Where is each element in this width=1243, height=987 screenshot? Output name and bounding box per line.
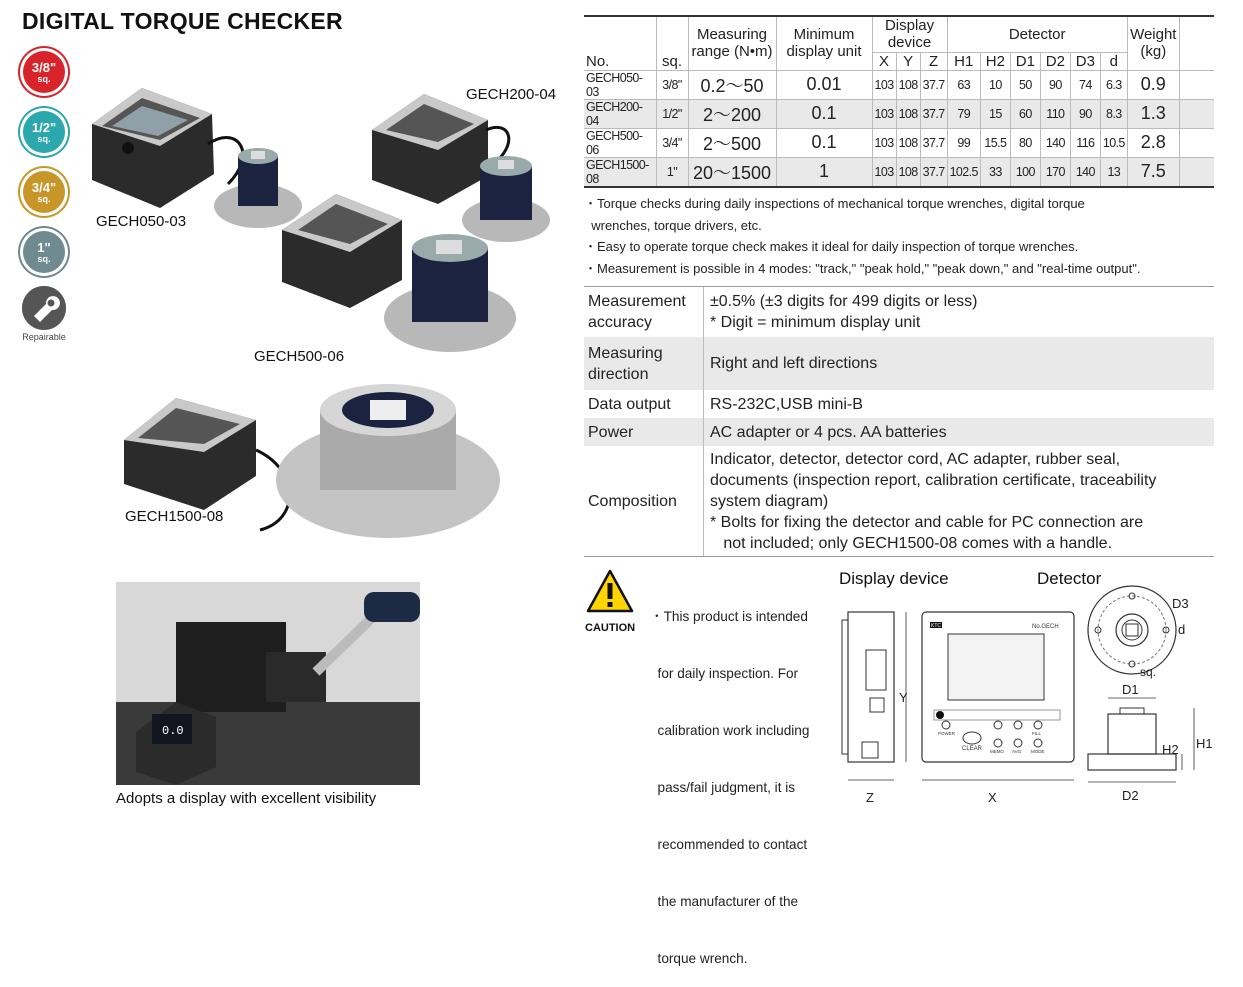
header-display-device: Display device <box>872 16 947 52</box>
dim-d3: D3 <box>1172 596 1189 611</box>
header-detector: Detector <box>947 16 1127 52</box>
header-d3: D3 <box>1070 52 1100 70</box>
product-label: GECH500-06 <box>254 348 345 365</box>
attr-key: Composition <box>588 492 677 510</box>
wrench-icon <box>22 286 66 330</box>
spec-h2: 10 <box>980 70 1010 99</box>
repairable-badge <box>20 286 68 342</box>
spec-d: 13 <box>1100 157 1127 187</box>
attr-key: Data output <box>588 395 671 413</box>
spec-x: 103 <box>872 157 896 187</box>
spec-d1: 50 <box>1010 70 1040 99</box>
caution-line: pass/fail judgment, it is <box>650 780 796 795</box>
spec-h1: 102.5 <box>947 157 980 187</box>
product-image-gech050 <box>88 84 303 234</box>
feature-list <box>584 193 1224 279</box>
spec-x: 103 <box>872 70 896 99</box>
attr-value: RS-232C,USB mini-B <box>710 395 863 413</box>
spec-d2: 170 <box>1040 157 1070 187</box>
panel-clear: CLEAR <box>962 746 983 752</box>
product-image-gech500 <box>278 190 518 360</box>
spec-sq: 1" <box>656 157 688 187</box>
spec-h1: 63 <box>947 70 980 99</box>
badge-1-sq <box>20 228 68 276</box>
table-row <box>584 157 1214 187</box>
display-device-diagram <box>836 598 1076 808</box>
panel-fill: FILL <box>1032 731 1042 736</box>
caution-badge <box>585 569 635 634</box>
caution-line: ・This product is intended <box>650 609 808 624</box>
panel-power: POWER <box>938 731 956 736</box>
badge-sq: sq. <box>37 73 51 84</box>
usage-photo <box>116 582 420 785</box>
attr-key: Measuring <box>588 344 663 362</box>
caution-line: for daily inspection. For <box>650 666 799 681</box>
spec-z: 37.7 <box>920 70 947 99</box>
badge-sq: sq. <box>37 193 51 204</box>
attr-key: Measurement <box>588 293 686 310</box>
panel-mode: MODE <box>1031 749 1045 754</box>
header-h1: H1 <box>947 52 980 70</box>
attr-value: * Bolts for fixing the detector and cable for PC connection are <box>710 513 1144 531</box>
spec-h2: 15.5 <box>980 128 1010 157</box>
spec-range: 2〜200 <box>688 99 776 128</box>
spec-d3: 140 <box>1070 157 1100 187</box>
page-title: DIGITAL TORQUE CHECKER <box>22 8 343 34</box>
spec-d2: 140 <box>1040 128 1070 157</box>
attr-value: AC adapter or 4 pcs. AA batteries <box>710 423 947 441</box>
dim-y: Y <box>899 690 908 705</box>
product-label: GECH200-04 <box>466 86 557 103</box>
detector-diagram-title: Detector <box>1037 569 1102 588</box>
header-range: Measuring range (N•m) <box>688 16 776 70</box>
dim-x: X <box>988 790 997 805</box>
badge-1-2-sq <box>20 108 68 156</box>
spec-range: 0.2〜50 <box>688 70 776 99</box>
spec-model-no: GECH500-06 <box>584 128 656 157</box>
feature-item: wrenches, torque drivers, etc. <box>584 217 762 233</box>
header-no: No. <box>584 16 656 70</box>
attr-key: accuracy <box>588 314 653 331</box>
header-min-unit: Minimum display unit <box>776 16 872 70</box>
warning-triangle-icon <box>585 569 635 615</box>
spec-d: 8.3 <box>1100 99 1127 128</box>
spec-sq: 3/8" <box>656 70 688 99</box>
attr-value: not included; only GECH1500-08 comes with a handle. <box>710 534 1113 552</box>
caution-line: calibration work including <box>650 723 810 738</box>
spec-d2: 90 <box>1040 70 1070 99</box>
attr-value: documents (inspection report, calibration certificate, traceability <box>710 471 1157 489</box>
spec-weight: 0.9 <box>1127 70 1179 99</box>
spec-min-unit: 0.01 <box>776 70 872 99</box>
spacer-cell <box>1179 70 1214 99</box>
header-weight: Weight (kg) <box>1127 16 1179 70</box>
attr-key: Power <box>588 423 634 441</box>
table-row <box>584 99 1214 128</box>
attr-power <box>584 418 1214 446</box>
spec-min-unit: 0.1 <box>776 99 872 128</box>
feature-item: ・Easy to operate torque check makes it ideal for daily inspection of torque wrenches. <box>584 239 1079 254</box>
spec-d: 10.5 <box>1100 128 1127 157</box>
spec-min-unit: 1 <box>776 157 872 187</box>
spec-h1: 79 <box>947 99 980 128</box>
spec-d1: 100 <box>1010 157 1040 187</box>
photo-caption: Adopts a display with excellent visibility <box>116 790 377 807</box>
spec-h2: 15 <box>980 99 1010 128</box>
spec-z: 37.7 <box>920 128 947 157</box>
feature-item: ・Measurement is possible in 4 modes: "track," "peak hold," "peak down," and "real-time output". <box>584 260 1141 276</box>
header-d: d <box>1100 52 1127 70</box>
header-y: Y <box>896 52 920 70</box>
spec-y: 108 <box>896 70 920 99</box>
spec-y: 108 <box>896 99 920 128</box>
spec-range: 2〜500 <box>688 128 776 157</box>
product-label: GECH050-03 <box>96 213 187 230</box>
header-d2: D2 <box>1040 52 1070 70</box>
spec-model-no: GECH200-04 <box>584 99 656 128</box>
caution-line: the manufacturer of the <box>650 894 799 909</box>
spec-d3: 116 <box>1070 128 1100 157</box>
attr-value: Indicator, detector, detector cord, AC adapter, rubber seal, <box>710 450 1121 468</box>
attr-value: Right and left directions <box>710 355 878 372</box>
attr-accuracy <box>584 286 1214 337</box>
attr-value: ±0.5% (±3 digits for 499 digits or less) <box>710 293 978 310</box>
caution-line: recommended to contact <box>650 837 808 852</box>
dim-d2: D2 <box>1122 788 1139 803</box>
attr-composition <box>584 446 1214 557</box>
spec-d3: 74 <box>1070 70 1100 99</box>
spacer-cell <box>1179 157 1214 187</box>
detector-diagram <box>1082 578 1222 808</box>
dim-d: d <box>1178 622 1186 637</box>
photo-screen-value: 0.0 <box>162 724 184 738</box>
spec-d1: 80 <box>1010 128 1040 157</box>
caution-label: CAUTION <box>585 622 636 634</box>
dim-h1: H1 <box>1196 736 1213 751</box>
spec-h2: 33 <box>980 157 1010 187</box>
header-x: X <box>872 52 896 70</box>
spec-x: 103 <box>872 99 896 128</box>
spec-model-no: GECH050-03 <box>584 70 656 99</box>
product-label: GECH1500-08 <box>125 508 224 525</box>
badge-size: 3/8" <box>31 59 57 75</box>
header-d1: D1 <box>1010 52 1040 70</box>
spec-z: 37.7 <box>920 157 947 187</box>
spec-sq: 1/2" <box>656 99 688 128</box>
badge-sq: sq. <box>37 133 51 144</box>
spec-z: 37.7 <box>920 99 947 128</box>
dim-z: Z <box>866 790 874 805</box>
spec-x: 103 <box>872 128 896 157</box>
caution-line: torque wrench. <box>650 951 748 966</box>
spec-d: 6.3 <box>1100 70 1127 99</box>
spec-range: 20〜1500 <box>688 157 776 187</box>
badge-3-8-sq <box>20 48 68 96</box>
attr-direction <box>584 337 1214 390</box>
attr-value: * Digit = minimum display unit <box>710 314 921 331</box>
badge-3-4-sq <box>20 168 68 216</box>
header-h2: H2 <box>980 52 1010 70</box>
attr-data-output <box>584 390 1214 418</box>
table-row <box>584 70 1214 99</box>
panel-brand: KTC <box>931 623 941 629</box>
badge-sq: sq. <box>37 253 51 264</box>
spec-model-no: GECH1500-08 <box>584 157 656 187</box>
dim-sq: sq. <box>1140 665 1157 679</box>
table-row <box>584 128 1214 157</box>
dim-h2: H2 <box>1162 742 1179 757</box>
header-sq: sq. <box>656 16 688 70</box>
header-z: Z <box>920 52 947 70</box>
dim-d1: D1 <box>1122 682 1139 697</box>
attr-value: system diagram) <box>710 492 829 510</box>
spec-weight: 1.3 <box>1127 99 1179 128</box>
panel-avg: AVG <box>1012 749 1022 754</box>
spec-table <box>584 15 1214 188</box>
repairable-label: Repairable <box>22 332 66 342</box>
spec-y: 108 <box>896 157 920 187</box>
spacer-cell <box>1179 99 1214 128</box>
feature-item: ・Torque checks during daily inspections of mechanical torque wrenches, digital torque <box>584 196 1085 211</box>
spec-min-unit: 0.1 <box>776 128 872 157</box>
spec-d1: 60 <box>1010 99 1040 128</box>
badge-size: 3/4" <box>31 179 57 195</box>
header-spacer <box>1179 16 1214 70</box>
display-diagram-title: Display device <box>839 569 949 588</box>
panel-memo: MEMO <box>990 749 1004 754</box>
attr-key: direction <box>588 365 649 383</box>
spec-weight: 7.5 <box>1127 157 1179 187</box>
badge-size: 1/2" <box>31 119 57 135</box>
spec-d2: 110 <box>1040 99 1070 128</box>
caution-text <box>650 569 825 987</box>
spec-y: 108 <box>896 128 920 157</box>
panel-model: No.GECH <box>1032 624 1059 630</box>
spacer-cell <box>1179 128 1214 157</box>
badge-size: 1" <box>37 239 51 255</box>
spec-h1: 99 <box>947 128 980 157</box>
spec-sq: 3/4" <box>656 128 688 157</box>
spec-weight: 2.8 <box>1127 128 1179 157</box>
spec-d3: 90 <box>1070 99 1100 128</box>
